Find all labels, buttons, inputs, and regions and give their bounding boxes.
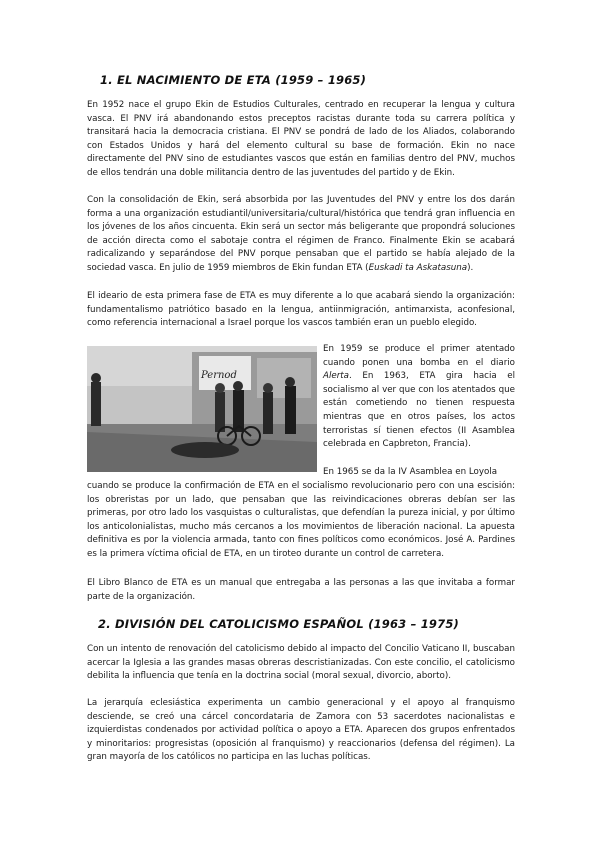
- photo-side-paragraph-start: En 1965 se da la IV Asamblea en Loyola: [323, 467, 498, 477]
- historical-photo: [87, 346, 317, 472]
- photo-sign-text: Pernod: [201, 370, 237, 381]
- paragraph: La jerarquía eclesiástica experimenta un cambio generacional y el apoyo al franquismo desciende, se creó una cárcel concordataria de Zamora con 53 sacerdotes nacionalistas e izquierdistas condenados por actividad política o apoyo a ETA. Aparecen dos grupos enfrentados y minoritarios: progresistas (oposición al franquismo) y reaccionarios (defensa del régimen). La gran mayoría de los católicos no participa en las luchas políticas.: [87, 698, 515, 763]
- section-heading-2: 2. DIVISIÓN DEL CATOLICISMO ESPAÑOL (1963 – 1975): [98, 617, 459, 631]
- paragraph: El ideario de esta primera fase de ETA es muy diferente a lo que acabará siendo la organización: fundamentalismo patriótico basado en la lengua, antiinmigración, antimarxista, aconfesional, como referencia internacional a Israel porque los vascos también eran un pueblo elegido.: [87, 291, 515, 329]
- photo-illustration: [87, 346, 317, 472]
- paragraph: En 1952 nace el grupo Ekin de Estudios Culturales, centrado en recuperar la lengua y cultura vasca. El PNV irá abandonando estos preceptos racistas durante toda su carrera política y transitará hacia la democracia cristiana. El PNV se pondrá de lado de los Aliados, colaborando con Estados Unidos y hará del elemento cultural su base de formación. Ekin no nace directamente del PNV sino de estudiantes vascos que están en familias dentro del PNV, muchos de ellos tendrán una doble militancia dentro de las juventudes del partido y de Ekin.: [87, 100, 515, 178]
- section-heading-1: 1. EL NACIMIENTO DE ETA (1959 – 1965): [100, 73, 367, 87]
- photo-side-paragraph: En 1959 se produce el primer atentado cuando ponen una bomba en el diario Alerta. En 1963, ETA gira hacia el socialismo al ver que con los atentados que están cometiendo no tienen respuesta mientras que en otros países, los actos terroristas sí tienen efectos (II Asamblea celebrada en Capbreton, Francia).: [323, 344, 515, 450]
- paragraph: cuando se produce la confirmación de ETA en el socialismo revolucionario pero con una escisión: los obreristas por un lado, que pensaban que las reivindicaciones obreras debían ser las primeras, por otro lado los vasquistas o culturalistas, que defendían la pureza inicial, y por último los anticolonialistas, mucho más cercanos a los movimientos de liberación nacional. La apuesta definitiva es por la violencia armada, tanto con fines políticos como económicos. José A. Pardines es la primera víctima oficial de ETA, en un tiroteo durante un control de carretera.: [87, 481, 515, 559]
- paragraph: Con un intento de renovación del catolicismo debido al impacto del Concilio Vaticano II, buscaban acercar la Iglesia a las grandes masas obreras descristianizadas. Con este concilio, el catolicismo debilita la influencia que tenía en la doctrina social (moral sexual, divorcio, aborto).: [87, 644, 515, 682]
- paragraph: El Libro Blanco de ETA es un manual que entregaba a las personas a las que invitaba a formar parte de la organización.: [87, 578, 515, 602]
- paragraph: Con la consolidación de Ekin, será absorbida por las Juventudes del PNV y entre los dos darán forma a una organización estudiantil/universitaria/cultural/histórica que tendrá gran influencia en los jóvenes de los años cincuenta. Ekin será un sector más beligerante que propondrá soluciones de acción directa como el sabotaje contra el régimen de Franco. Finalmente Ekin se acabará radicalizando y separándose del PNV porque pensaban que el partido se había alejado de la sociedad vasca. En julio de 1959 miembros de Ekin fundan ETA (Euskadi ta Askatasuna).: [87, 195, 515, 273]
